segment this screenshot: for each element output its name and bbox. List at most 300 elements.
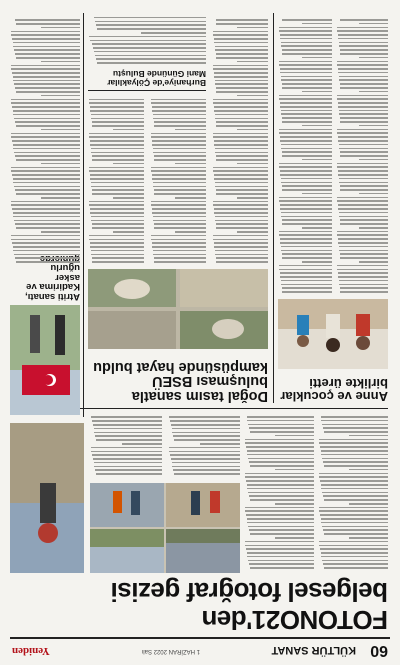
- top-story-column-2: [244, 415, 314, 571]
- text-line: [280, 272, 332, 274]
- text-line: [11, 205, 80, 207]
- text-line: [91, 451, 162, 453]
- text-line: [279, 27, 332, 29]
- text-line: [338, 136, 388, 138]
- text-line: [113, 163, 144, 165]
- text-line: [213, 133, 268, 135]
- text-line: [281, 110, 332, 112]
- text-line: [95, 55, 206, 57]
- text-line: [215, 216, 268, 218]
- text-line: [337, 269, 388, 271]
- newspaper-logo: Yeniden: [12, 645, 50, 657]
- sidebar-photo: [278, 299, 388, 369]
- text-line: [14, 84, 80, 86]
- text-line: [337, 166, 388, 168]
- text-line: [216, 53, 268, 55]
- text-line: [248, 526, 314, 528]
- text-line: [215, 152, 268, 154]
- text-line: [92, 257, 144, 259]
- text-line: [89, 205, 144, 207]
- text-line: [42, 163, 81, 165]
- text-line: [248, 492, 314, 494]
- text-line: [92, 125, 144, 127]
- text-line: [214, 178, 268, 180]
- text-line: [94, 428, 162, 430]
- text-line: [282, 257, 332, 259]
- text-line: [319, 545, 388, 547]
- text-line: [302, 193, 332, 195]
- text-line: [237, 163, 268, 165]
- top-story-headline-line2: belgesel fotoğraf gezisi: [111, 577, 388, 607]
- text-line: [97, 28, 206, 30]
- text-line: [92, 261, 144, 263]
- text-line: [94, 432, 162, 434]
- text-line: [215, 80, 268, 82]
- text-line: [281, 212, 332, 214]
- column-rule: [273, 13, 274, 403]
- text-line: [174, 473, 240, 475]
- text-line: [338, 272, 388, 274]
- text-line: [320, 480, 388, 482]
- text-line: [359, 193, 388, 195]
- middle-story-headline-line2: buluşması BSEÜ: [151, 373, 268, 390]
- text-line: [94, 462, 162, 464]
- text-line: [175, 163, 206, 165]
- text-line: [276, 469, 315, 471]
- text-line: [321, 450, 388, 452]
- text-line: [93, 458, 162, 460]
- text-line: [245, 541, 314, 543]
- text-line: [216, 261, 268, 263]
- text-line: [14, 254, 80, 256]
- text-line: [279, 166, 332, 168]
- text-line: [213, 136, 268, 138]
- text-line: [245, 511, 314, 513]
- text-line: [11, 34, 80, 36]
- text-line: [322, 454, 389, 456]
- text-line: [338, 242, 388, 244]
- top-story-photo-collage: [90, 483, 240, 573]
- text-line: [15, 189, 80, 191]
- text-line: [282, 151, 332, 153]
- text-line: [141, 32, 206, 34]
- text-line: [282, 83, 332, 85]
- text-line: [169, 447, 240, 449]
- text-line: [214, 42, 268, 44]
- text-line: [237, 129, 268, 131]
- text-line: [153, 148, 206, 150]
- text-line: [214, 106, 268, 108]
- text-line: [151, 170, 206, 172]
- text-line: [152, 106, 206, 108]
- text-line: [172, 432, 240, 434]
- text-line: [340, 49, 388, 51]
- text-line: [249, 427, 314, 429]
- text-line: [359, 227, 388, 229]
- text-line: [216, 155, 268, 157]
- text-line: [173, 469, 240, 471]
- text-line: [174, 439, 240, 441]
- text-line: [339, 144, 388, 146]
- text-line: [359, 261, 388, 263]
- text-line: [91, 254, 144, 256]
- page-number: 60: [370, 642, 388, 659]
- text-line: [16, 125, 80, 127]
- middle-story-headline-line1: Doğal tasım sanatla: [131, 388, 268, 404]
- text-line: [151, 235, 206, 237]
- text-line: [280, 102, 332, 104]
- text-line: [319, 442, 388, 444]
- text-line: [92, 227, 144, 229]
- text-line: [89, 133, 144, 135]
- secondary-story: [88, 14, 206, 91]
- text-line: [237, 197, 268, 199]
- text-line: [152, 140, 206, 142]
- text-line: [92, 121, 144, 123]
- text-line: [337, 200, 388, 202]
- text-line: [216, 189, 268, 191]
- text-line: [213, 201, 268, 203]
- text-line: [13, 212, 80, 214]
- text-line: [113, 197, 144, 199]
- text-line: [339, 76, 388, 78]
- text-line: [213, 239, 268, 241]
- text-lines: [278, 19, 332, 293]
- text-line: [322, 458, 388, 460]
- text-line: [91, 186, 144, 188]
- text-lines: [88, 17, 206, 64]
- text-line: [12, 140, 80, 142]
- text-line: [15, 53, 80, 55]
- text-line: [11, 65, 80, 67]
- text-line: [42, 95, 81, 97]
- text-line: [248, 420, 315, 422]
- text-line: [359, 159, 388, 161]
- text-line: [216, 193, 268, 195]
- text-line: [322, 488, 389, 490]
- text-line: [215, 182, 268, 184]
- text-line: [92, 43, 206, 45]
- text-line: [90, 174, 144, 176]
- text-line: [276, 537, 315, 539]
- text-line: [281, 76, 332, 78]
- text-line: [89, 99, 144, 101]
- text-line: [340, 253, 388, 255]
- text-line: [324, 533, 388, 535]
- text-line: [90, 40, 206, 42]
- text-line: [213, 65, 268, 67]
- text-line: [246, 514, 314, 516]
- text-line: [15, 155, 80, 157]
- text-line: [279, 64, 332, 66]
- issue-date: 1 HAZİRAN 2022 Salı: [141, 648, 200, 654]
- text-line: [175, 129, 206, 131]
- text-line: [11, 170, 80, 172]
- text-line: [154, 155, 206, 157]
- text-line: [215, 84, 268, 86]
- text-line: [237, 95, 268, 97]
- text-line: [154, 261, 206, 263]
- text-line: [322, 492, 388, 494]
- text-line: [154, 193, 206, 195]
- text-line: [169, 451, 240, 453]
- text-line: [279, 235, 332, 237]
- text-line: [281, 79, 332, 81]
- text-line: [245, 473, 314, 475]
- text-line: [321, 552, 388, 554]
- text-line: [338, 106, 388, 108]
- text-line: [337, 27, 388, 29]
- text-line: [91, 148, 144, 150]
- text-line: [175, 231, 206, 233]
- text-line: [248, 488, 315, 490]
- text-line: [359, 23, 388, 25]
- text-line: [12, 106, 80, 108]
- sidebar-headline-line2: birlikte üretti: [309, 376, 388, 391]
- text-line: [151, 99, 206, 101]
- text-line: [14, 220, 80, 222]
- text-lines: [244, 416, 314, 569]
- text-line: [94, 17, 206, 19]
- text-line: [337, 30, 388, 32]
- text-line: [11, 239, 80, 241]
- text-line: [350, 537, 389, 539]
- text-line: [245, 545, 314, 547]
- text-line: [282, 189, 332, 191]
- text-line: [247, 518, 314, 520]
- text-line: [322, 424, 388, 426]
- text-line: [339, 182, 388, 184]
- text-line: [11, 136, 80, 138]
- text-line: [92, 159, 144, 161]
- sidebar-headline: [278, 377, 388, 403]
- text-line: [89, 36, 206, 38]
- text-line: [215, 254, 268, 256]
- text-line: [323, 461, 388, 463]
- text-line: [213, 235, 268, 237]
- page-header: [10, 637, 390, 659]
- text-line: [13, 246, 80, 248]
- top-story-column-4: [90, 415, 162, 477]
- text-line: [249, 529, 314, 531]
- text-line: [214, 76, 268, 78]
- text-line: [213, 205, 268, 207]
- text-line: [216, 257, 268, 259]
- middle-story-column-1: [212, 15, 268, 265]
- text-line: [153, 250, 206, 252]
- section-title: KÜLTÜR SANAT: [271, 644, 356, 656]
- text-line: [154, 121, 206, 123]
- text-line: [214, 174, 268, 176]
- text-line: [281, 144, 332, 146]
- text-line: [280, 170, 332, 172]
- text-line: [321, 484, 388, 486]
- text-line: [338, 174, 388, 176]
- text-line: [13, 42, 80, 44]
- text-line: [248, 556, 315, 558]
- text-line: [250, 567, 314, 569]
- text-line: [91, 220, 144, 222]
- text-line: [282, 155, 332, 157]
- text-line: [338, 68, 388, 70]
- text-line: [323, 529, 388, 531]
- text-line: [89, 239, 144, 241]
- text-line: [282, 291, 332, 293]
- text-line: [42, 27, 81, 29]
- text-line: [319, 541, 388, 543]
- text-line: [340, 185, 388, 187]
- text-line: [154, 227, 206, 229]
- text-line: [151, 136, 206, 138]
- text-line: [245, 476, 314, 478]
- text-line: [279, 200, 332, 202]
- text-line: [154, 257, 206, 259]
- text-line: [237, 231, 268, 233]
- text-line: [279, 95, 332, 97]
- text-line: [152, 242, 206, 244]
- text-line: [248, 454, 315, 456]
- text-lines: [10, 19, 80, 263]
- text-line: [321, 416, 388, 418]
- text-line: [16, 23, 80, 25]
- text-line: [42, 197, 81, 199]
- text-line: [12, 38, 80, 40]
- middle-story-headline-line3: kampüsünde hayat buldu: [93, 359, 268, 375]
- text-line: [337, 235, 388, 237]
- text-line: [215, 118, 268, 120]
- text-line: [93, 424, 162, 426]
- text-line: [91, 447, 162, 449]
- text-line: [11, 133, 80, 135]
- text-line: [338, 204, 388, 206]
- text-line: [320, 446, 388, 448]
- text-line: [213, 102, 268, 104]
- text-line: [247, 484, 314, 486]
- right-story-headline-line1: Atriti sanatı,: [25, 291, 80, 302]
- text-line: [324, 465, 388, 467]
- text-line: [14, 186, 80, 188]
- text-line: [90, 106, 144, 108]
- text-line: [338, 140, 388, 142]
- text-line: [280, 276, 332, 278]
- text-line: [214, 242, 268, 244]
- text-line: [281, 45, 332, 47]
- text-line: [282, 219, 332, 221]
- text-line: [340, 257, 388, 259]
- text-line: [214, 140, 268, 142]
- text-line: [247, 450, 314, 452]
- text-line: [339, 280, 388, 282]
- text-line: [14, 152, 80, 154]
- text-line: [11, 235, 80, 237]
- sidebar-column-1: [336, 15, 388, 295]
- text-line: [340, 151, 388, 153]
- text-line: [323, 427, 388, 429]
- text-line: [11, 102, 80, 104]
- text-line: [350, 503, 389, 505]
- text-line: [282, 49, 332, 51]
- text-line: [338, 238, 388, 240]
- text-line: [338, 208, 388, 210]
- text-line: [319, 507, 388, 509]
- text-line: [320, 548, 388, 550]
- text-line: [15, 257, 80, 259]
- text-line: [281, 280, 332, 282]
- text-line: [152, 178, 206, 180]
- text-line: [282, 185, 332, 187]
- text-line: [151, 201, 206, 203]
- text-line: [15, 87, 80, 89]
- text-line: [153, 118, 206, 120]
- text-line: [170, 420, 240, 422]
- text-line: [154, 223, 206, 225]
- text-line: [11, 31, 80, 33]
- text-line: [216, 227, 268, 229]
- text-line: [282, 53, 332, 55]
- text-line: [339, 178, 388, 180]
- text-line: [282, 121, 332, 123]
- text-line: [91, 114, 144, 116]
- text-line: [250, 499, 314, 501]
- secondary-story-headline: [88, 70, 206, 87]
- text-line: [215, 220, 268, 222]
- text-line: [339, 284, 388, 286]
- text-line: [319, 439, 388, 441]
- text-line: [340, 223, 388, 225]
- text-line: [280, 106, 332, 108]
- text-line: [91, 152, 144, 154]
- text-line: [91, 216, 144, 218]
- text-line: [11, 167, 80, 169]
- text-line: [93, 47, 206, 49]
- text-line: [280, 34, 332, 36]
- text-line: [214, 208, 268, 210]
- text-line: [214, 212, 268, 214]
- text-line: [90, 110, 144, 112]
- text-line: [14, 118, 80, 120]
- text-line: [322, 556, 389, 558]
- text-line: [172, 466, 240, 468]
- text-line: [280, 136, 332, 138]
- text-line: [215, 148, 268, 150]
- sidebar-column-2: [278, 15, 332, 295]
- text-line: [282, 253, 332, 255]
- text-line: [339, 250, 388, 252]
- text-line: [340, 53, 388, 55]
- text-line: [359, 125, 388, 127]
- text-line: [338, 170, 388, 172]
- text-line: [151, 133, 206, 135]
- text-line: [340, 117, 388, 119]
- text-line: [215, 49, 268, 51]
- text-line: [154, 125, 206, 127]
- text-line: [282, 117, 332, 119]
- text-line: [15, 223, 80, 225]
- text-line: [14, 148, 81, 150]
- middle-story-headline: [88, 360, 268, 404]
- text-line: [302, 227, 332, 229]
- text-line: [280, 242, 332, 244]
- text-line: [151, 239, 206, 241]
- text-line: [340, 121, 388, 123]
- text-line: [90, 140, 144, 142]
- text-line: [172, 462, 240, 464]
- text-line: [215, 114, 268, 116]
- text-line: [245, 439, 314, 441]
- photo-image: [278, 299, 388, 369]
- text-line: [280, 140, 332, 142]
- text-line: [339, 216, 388, 218]
